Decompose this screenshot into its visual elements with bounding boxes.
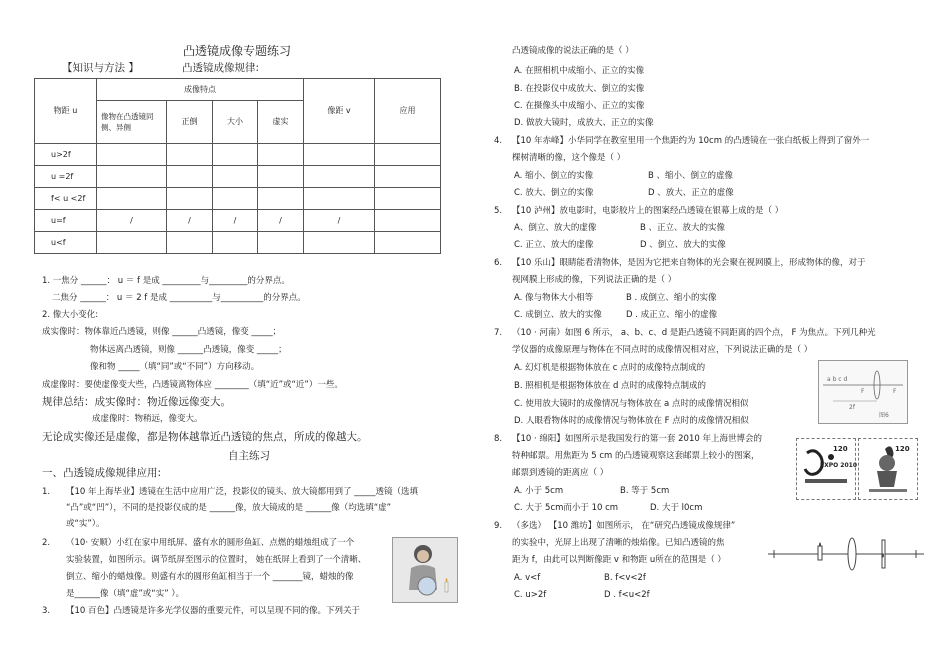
optical-bench-icon <box>766 532 926 576</box>
option-d: D. 大于 l0cm <box>650 503 703 513</box>
stamp-value: 120 <box>895 445 910 453</box>
header-orientation: 正倒 <box>167 101 213 144</box>
knowledge-line: 成实像时：物体靠近凸透镜，则像 ______凸透镜，像变 _____； <box>42 327 282 337</box>
optical-bench-figure <box>766 532 926 576</box>
question-text: 凸透镜成像的说法正确的是（ ） <box>512 46 634 56</box>
question-text: （多选） 【10 潍坊】如图所示， 在“研究凸透镜成像规律” <box>512 521 736 531</box>
imaging-rules-table <box>34 78 441 254</box>
girl-fishbowl-photo <box>392 537 458 603</box>
question-number: 5. <box>494 206 503 216</box>
option-a: A. v<f <box>514 573 541 583</box>
header-real-virtual: 虚实 <box>258 101 304 144</box>
option-c: C. u>2f <box>514 590 547 600</box>
table-row: f< u <2f <box>35 188 441 210</box>
question-number: 2. <box>42 538 51 548</box>
option-a: A、倒立、放大的虚像 <box>514 223 597 233</box>
option-d: D . f<u<2f <box>604 590 650 600</box>
question-text: 距为 f，由此可以判断像距 v 和物距 u所在的范围是（ ） <box>512 555 726 565</box>
option-d: D . 成正立、缩小的虚像 <box>626 310 718 320</box>
question-text: 【10 · 绵阳】如图所示是我国发行的第一套 2010 年上海世博会的 <box>512 434 762 444</box>
option-a: A. 像与物体大小相等 <box>514 293 594 303</box>
knowledge-line: 2. 像大小变化: <box>42 310 99 320</box>
question-text: 【10 年赤峰】小华同学在教室里用一个焦距约为 10cm 的凸透镜在一张白纸板上得到了窗外一 <box>512 136 870 146</box>
option-a: A. 幻灯机是根据物体放在 c 点时的成像特点制成的 <box>514 363 706 373</box>
question-number: 6. <box>494 258 503 268</box>
question-text: 【10 泸州】放电影时，电影胶片上的图案经凸透镜在银幕上成的是（ ） <box>512 206 784 216</box>
question-text: 棵树清晰的像，这个像是（ ） <box>512 153 626 163</box>
question-text: 【10 乐山】眼睛能看清物体，是因为它把来自物体的光会聚在视网膜上，形成物体的像，对于 <box>512 258 866 268</box>
section-heading: 一、凸透镜成像规律应用: <box>42 467 162 479</box>
stamp-value: 120 <box>833 445 848 453</box>
table-row: u=f / / / / / <box>35 210 441 232</box>
question-number: 1. <box>42 487 51 497</box>
question-text: 【10 年上海毕业】透镜在生活中应用广泛，投影仪的镜头、放大镜都用到了 _____透镜（选填 <box>66 487 418 497</box>
question-text: 实验装置，如图所示。调节纸屏至图示的位置时， 她在纸屏上看到了一个清晰、 <box>66 555 367 565</box>
summary-line: 规律总结：成实像时：物近像远像变大。 <box>42 396 231 408</box>
knowledge-line: 1. 一焦分 ______： u ＝ f 是成 _________与_________的分界点。 <box>42 276 290 286</box>
figure-label: 图6 <box>879 412 889 419</box>
lens-diagram-figure <box>818 360 908 424</box>
stamp-expo-text: EXPO 2010 <box>820 462 858 469</box>
lens-diagram-icon <box>819 361 907 423</box>
question-text: 【10 百色】凸透镜是许多光学仪器的重要元件，可以呈现不同的像。下列关于 <box>66 606 361 616</box>
option-a: A. 在照相机中成缩小、正立的实像 <box>514 66 645 76</box>
option-b: B 、缩小、倒立的虚像 <box>648 171 734 181</box>
question-text: “凸”或“凹”），不同的是投影仪成的是 ______像，放大镜成的是 ______像（均选填“虚” <box>66 503 392 513</box>
question-text: （10· 安顺）小红在家中用纸屏、盛有水的圆形鱼缸、点燃的蜡烛组成了一个 <box>66 538 355 548</box>
option-a: A. 缩小、倒立的实像 <box>514 171 594 181</box>
header-object-distance: 物距 u <box>35 79 97 144</box>
option-c: C. 使用放大镜时的成像情况与物体放在 a 点时的成像情况相似 <box>514 399 749 409</box>
question-text: 邮票到透镜的距离应（ ） <box>512 468 609 478</box>
summary-line: 无论成实像还是虚像，都是物体越靠近凸透镜的焦点，所成的像越大。 <box>42 431 368 443</box>
table-row: u =2f <box>35 166 441 188</box>
knowledge-line: 成虚像时：要使虚像变大些，凸透镜离物体应 ________（填“近”或“近”）一些。 <box>42 380 343 390</box>
question-text: 视网膜上形成的像，下列说法正确的是（ ） <box>512 275 677 285</box>
table-row: u<f <box>35 232 441 254</box>
knowledge-line: 像和物 _____（填“同”或“不同”）方向移动。 <box>90 362 260 372</box>
option-c: C. 成倒立、放大的实像 <box>514 310 602 320</box>
question-text: 或“实”）。 <box>66 519 105 529</box>
option-c: C. 大于 5cm而小于 10 cm <box>514 503 619 513</box>
knowledge-label: 【知识与方法 】 <box>62 62 139 74</box>
option-a: A. 小于 5cm <box>514 486 564 496</box>
expo-stamp-2 <box>858 438 918 500</box>
svg-text:F: F <box>861 388 865 395</box>
question-number: 8. <box>494 434 503 444</box>
question-number: 4. <box>494 136 503 146</box>
option-b: B 、正立、放大的实像 <box>640 223 726 233</box>
rule-label: 凸透镜成像规律: <box>182 62 260 74</box>
option-b: B. f<v<2f <box>604 573 646 583</box>
header-image-features: 成像特点 <box>97 79 304 101</box>
header-image-distance: 像距 v <box>304 79 375 144</box>
summary-line: 成虚像时：物稍远，像变大。 <box>92 414 203 424</box>
question-text: 学仪器的成像原理与物体在不同点时的成像情况相对应，下列说法正确的是（ ） <box>512 345 813 355</box>
girl-fishbowl-icon <box>393 538 457 602</box>
header-application: 应用 <box>375 79 441 144</box>
section-heading: 自主练习 <box>228 450 270 462</box>
question-number: 9. <box>494 521 503 531</box>
option-c: C. 正立、放大的虚像 <box>514 240 594 250</box>
question-text: （10 · 河南）如图 6 所示， a、b、c、d 是距凸透镜不同距离的四个点， F 为焦点。下列几种光 <box>512 328 876 338</box>
knowledge-line: 物体远离凸透镜，则像 ______凸透镜，像变 _____； <box>90 345 287 355</box>
header-size: 大小 <box>213 101 258 144</box>
option-d: D. 人眼看物体时的成像情况与物体放在 F 点时的成像情况相似 <box>514 416 749 426</box>
knowledge-line: 二焦分 ______： u ＝ 2 f 是成 __________与__________的分界点。 <box>52 293 306 303</box>
page-title: 凸透镜成像专题练习 <box>183 44 292 58</box>
question-text: 倒立、缩小的蜡烛像。则盛有水的圆形鱼缸相当于一个 _______镜，蜡烛的像 <box>66 572 354 582</box>
table-row: u>2f <box>35 144 441 166</box>
option-d: D. 做放大镜时，成放大、正立的实像 <box>514 118 654 128</box>
svg-text:F: F <box>893 388 897 395</box>
option-b: B. 等于 5cm <box>620 486 670 496</box>
option-b: B. 照相机是根据物体放在 d 点时的成像特点制成的 <box>514 381 707 391</box>
option-c: C. 在摄像头中成缩小、正立的实像 <box>514 101 645 111</box>
option-b: B. 在投影仪中成放大、倒立的实像 <box>514 84 645 94</box>
header-same-side: 像物在凸透镜同侧、异侧 <box>97 101 167 144</box>
question-text: 特种邮票。用焦距为 5 cm 的凸透镜观察这套邮票上较小的图案， <box>512 451 760 461</box>
option-c: C. 放大、倒立的实像 <box>514 188 594 198</box>
question-text: 是______像（填“虚”或“实” ）。 <box>66 589 185 599</box>
figure-2f-label: 2f <box>849 404 855 411</box>
svg-text:a b c d: a b c d <box>827 376 848 383</box>
question-number: 7. <box>494 328 503 338</box>
question-number: 3. <box>42 606 51 616</box>
option-b: B . 成倒立、缩小的实像 <box>626 293 717 303</box>
option-d: D 、倒立、放大的实像 <box>640 240 726 250</box>
option-d: D 、放大、正立的虚像 <box>648 188 734 198</box>
question-text: 的实验中，光屏上出现了清晰的烛焰像。已知凸透镜的焦 <box>512 538 725 548</box>
